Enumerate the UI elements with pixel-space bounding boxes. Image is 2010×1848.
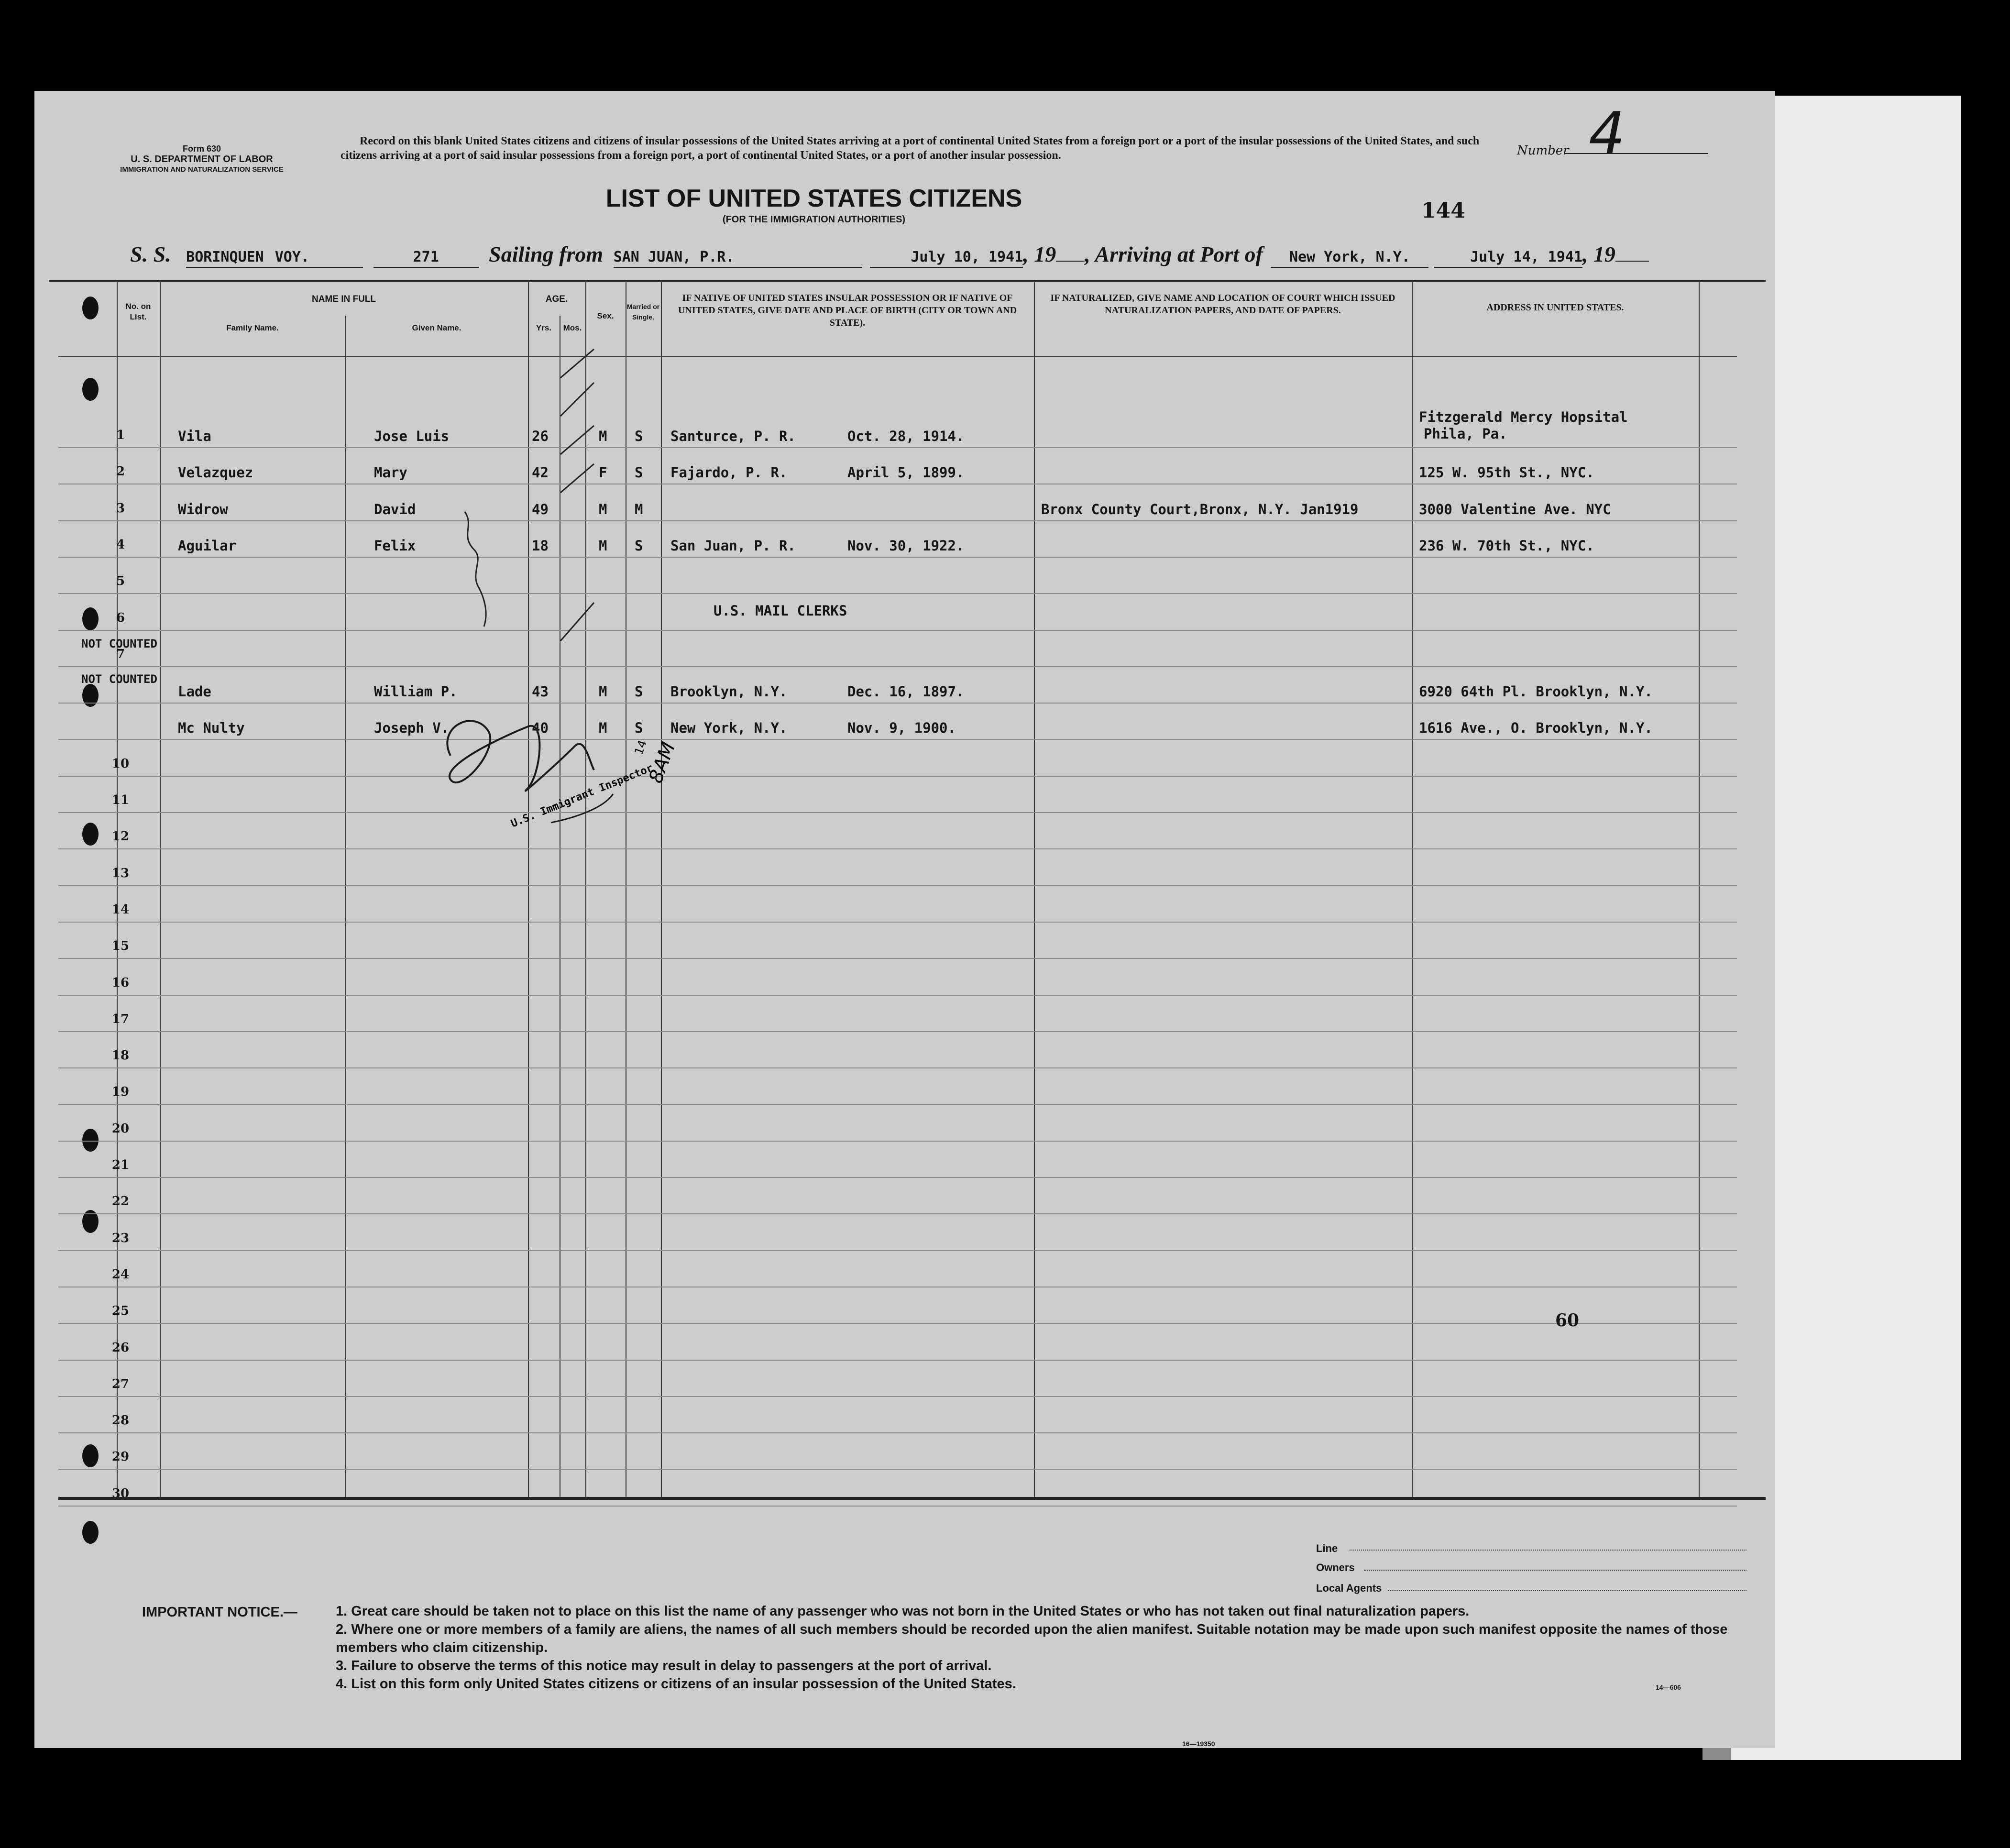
- row-number: 25: [111, 1304, 130, 1318]
- sex-cell: M: [599, 683, 607, 700]
- form-id-block: [77, 143, 326, 175]
- year-label-2: 19: [1593, 242, 1615, 266]
- col-married: Married or Single.: [626, 303, 660, 321]
- row-rule: [58, 995, 1737, 996]
- row-rule: [58, 630, 1737, 631]
- form-code-right: 14—606: [1656, 1683, 1681, 1691]
- row-number: 30: [111, 1486, 130, 1501]
- row-number: 19: [111, 1085, 130, 1099]
- ss-label: S. S.: [130, 242, 171, 266]
- department-name: U. S. DEPARTMENT OF LABOR: [131, 154, 273, 165]
- page-title: LIST OF UNITED STATES CITIZENS: [605, 185, 1022, 212]
- line-field[interactable]: [1350, 1550, 1746, 1551]
- row-number: 15: [111, 939, 130, 953]
- age-years-cell: 40: [532, 720, 549, 736]
- row-rule: [58, 739, 1737, 740]
- row-rule: [58, 520, 1737, 521]
- birth-date-cell: Nov. 30, 1922.: [847, 538, 965, 554]
- row-number: 28: [111, 1413, 130, 1428]
- notice-item-2: 2. Where one or more members of a family are aliens, the names of all such members should be recorded upon the alien manifest. Suitable notation may be made upon such manifest opposite the names of those members who claim citizenship.: [336, 1622, 1728, 1655]
- row-number: 26: [111, 1341, 130, 1355]
- col-age: AGE.: [545, 294, 568, 304]
- inspector-signature-stamp: [431, 698, 699, 856]
- row-number: 29: [111, 1450, 130, 1464]
- table-top-rule: [49, 280, 1766, 282]
- form-number: Form 630: [182, 144, 221, 154]
- row-rule: [58, 1067, 1737, 1068]
- row-rule: [58, 848, 1737, 849]
- address-cell: 125 W. 95th St., NYC.: [1419, 464, 1594, 481]
- row-rule: [58, 1141, 1737, 1142]
- marital-status-cell: S: [635, 720, 643, 736]
- birth-place-cell: Fajardo, P. R.: [670, 464, 788, 481]
- notice-item-1: 1. Great care should be taken not to place on this list the name of any passenger who was not born in the United States or who has not taken out final naturalization papers.: [336, 1604, 1470, 1619]
- local-agents-field[interactable]: [1388, 1590, 1746, 1591]
- col-yrs: Yrs.: [536, 323, 552, 332]
- row-rule: [58, 776, 1737, 777]
- row-number: 24: [111, 1267, 130, 1282]
- voy-label: VOY.: [275, 249, 309, 265]
- local-agents-label: Local Agents: [1316, 1582, 1382, 1594]
- total-count: 60: [1555, 1310, 1580, 1331]
- row-rule: [58, 1506, 1737, 1507]
- given-name-cell: Felix: [374, 538, 416, 554]
- address-cell: 6920 64th Pl. Brooklyn, N.Y.: [1419, 683, 1653, 700]
- sex-cell: M: [599, 428, 607, 444]
- birth-date-cell: Nov. 9, 1900.: [847, 720, 956, 736]
- page-subtitle: (FOR THE IMMIGRATION AUTHORITIES): [722, 214, 906, 225]
- header-rule: [58, 356, 1737, 357]
- address-cell: 3000 Valentine Ave. NYC: [1419, 501, 1611, 517]
- service-name: IMMIGRATION AND NATURALIZATION SERVICE: [120, 165, 284, 174]
- family-name-cell: Widrow: [178, 501, 228, 517]
- row-number: 4: [116, 538, 125, 552]
- list-number: 4: [1589, 100, 1626, 167]
- row-rule: [58, 1104, 1737, 1105]
- col-given-name: Given Name.: [412, 323, 461, 332]
- row-number: 7: [116, 647, 125, 661]
- col-mos: Mos.: [563, 323, 582, 332]
- birth-date-cell: Dec. 16, 1897.: [847, 683, 965, 700]
- stamp-time: 8AM: [645, 739, 680, 786]
- marital-status-cell: M: [635, 501, 643, 517]
- col-sex: Sex.: [597, 311, 614, 320]
- given-name-cell: Joseph V.: [374, 720, 450, 736]
- sex-cell: M: [599, 720, 607, 736]
- given-name-cell: Jose Luis: [374, 428, 450, 444]
- row-rule: [58, 812, 1737, 813]
- voyage-line: S. S. BORINQUEN VOY. 271 Sailing from SAN JUAN, P.R. July 10, 1941, 19 , Arriving at Port of New York, N.Y. July 14, 1941, 19: [130, 242, 1649, 268]
- row-number: 13: [111, 866, 130, 880]
- row-rule: [58, 703, 1737, 704]
- year-label: 19: [1034, 242, 1056, 266]
- row-number: 16: [111, 976, 130, 990]
- inspector-stamp-text: U.S. Immigrant Inspector: [509, 762, 655, 830]
- family-name-cell: Velazquez: [178, 464, 253, 481]
- row-number: 5: [116, 574, 125, 588]
- row-number: 12: [111, 829, 130, 844]
- address-line-2-cell: Phila, Pa.: [1424, 426, 1507, 442]
- birth-date-cell: Oct. 28, 1914.: [847, 428, 965, 444]
- row-rule: [58, 666, 1737, 667]
- family-name-cell: Lade: [178, 683, 211, 700]
- row-rule: [58, 1469, 1737, 1470]
- owners-label: Owners: [1316, 1562, 1355, 1573]
- manifest-page: [34, 91, 1775, 1748]
- given-name-cell: Mary: [374, 464, 407, 481]
- not-counted-note: NOT COUNTED: [81, 672, 157, 686]
- birth-place-cell: Brooklyn, N.Y.: [670, 683, 788, 700]
- age-years-cell: 26: [532, 428, 549, 444]
- col-family-name: Family Name.: [226, 323, 279, 332]
- col-birth: IF NATIVE OF UNITED STATES INSULAR POSSESSION OR IF NATIVE OF UNITED STATES, GIVE DATE AND PLACE OF BIRTH (CITY OR TOWN AND STATE).: [678, 293, 1017, 328]
- owners-field[interactable]: [1364, 1570, 1746, 1571]
- sailing-date: July 10, 1941: [911, 249, 1023, 265]
- row-rule: [58, 958, 1737, 959]
- table-bottom-rule: [58, 1497, 1766, 1500]
- row-number: 2: [116, 464, 125, 479]
- sex-cell: F: [599, 464, 607, 481]
- row-number: 11: [111, 793, 130, 807]
- notice-item-3: 3. Failure to observe the terms of this notice may result in delay to passengers at the port of arrival.: [336, 1658, 992, 1673]
- row-rule: [58, 1432, 1737, 1433]
- age-years-cell: 42: [532, 464, 549, 481]
- arrival-date: July 14, 1941: [1470, 249, 1582, 265]
- row-number: 20: [111, 1122, 130, 1136]
- row-rule: [58, 593, 1737, 594]
- row-number: 22: [111, 1194, 130, 1209]
- birth-place-cell: Santurce, P. R.: [670, 428, 796, 444]
- number-label: Number: [1517, 143, 1569, 158]
- row-number: 17: [111, 1012, 130, 1026]
- ship-name: BORINQUEN: [186, 249, 264, 265]
- stamp-day: 14: [632, 738, 650, 757]
- address-cell: 1616 Ave., O. Brooklyn, N.Y.: [1419, 720, 1653, 736]
- col-no-on-list: No. on List.: [125, 302, 151, 321]
- not-counted-note: NOT COUNTED: [81, 637, 157, 650]
- birth-place-cell: New York, N.Y.: [670, 720, 788, 736]
- arriving-label: Arriving at Port of: [1095, 242, 1263, 266]
- row-rule: [58, 447, 1737, 448]
- birth-place-cell: San Juan, P. R.: [670, 538, 796, 554]
- voyage-number: 271: [413, 249, 439, 265]
- family-name-cell: Aguilar: [178, 538, 237, 554]
- notice-heading: IMPORTANT NOTICE.—: [142, 1605, 297, 1620]
- line-label: Line: [1316, 1542, 1338, 1554]
- marital-status-cell: S: [635, 538, 643, 554]
- age-years-cell: 49: [532, 501, 549, 517]
- marital-status-cell: S: [635, 683, 643, 700]
- row-number: 3: [116, 501, 125, 516]
- birth-date-cell: April 5, 1899.: [847, 464, 965, 481]
- row-number: 1: [116, 428, 125, 442]
- row-number: 6: [116, 611, 125, 625]
- row-rule: [58, 1360, 1737, 1361]
- form-code-bottom: 16—19350: [1182, 1740, 1215, 1748]
- row-rule: [58, 1031, 1737, 1032]
- row-rule: [58, 922, 1737, 923]
- col-naturalized: IF NATURALIZED, GIVE NAME AND LOCATION OF COURT WHICH ISSUED NATURALIZATION PAPERS, AND DATE OF PAPERS.: [1050, 293, 1395, 316]
- row-rule: [58, 557, 1737, 558]
- sex-cell: M: [599, 501, 607, 517]
- sex-cell: M: [599, 538, 607, 554]
- ditto-squiggle: [455, 507, 494, 631]
- col-address: ADDRESS IN UNITED STATES.: [1486, 302, 1624, 313]
- row-rule: [58, 1323, 1737, 1324]
- age-years-cell: 18: [532, 538, 549, 554]
- row-number: 27: [111, 1377, 130, 1391]
- row-rule: [58, 1177, 1737, 1178]
- row-rule: [58, 1213, 1737, 1214]
- given-name-cell: William P.: [374, 683, 458, 700]
- row-rule: [58, 1250, 1737, 1251]
- mail-clerks-note: U.S. MAIL CLERKS: [714, 603, 847, 619]
- record-instructions: Record on this blank United States citizens and citizens of insular possessions of the United States arriving at a port of continental United States from a foreign port or a port of the insular possessions of the United States, and such citizens arriving at a port of said insular possessions from a foreign port, a port of continental United States, or a port of another insular possession.: [340, 135, 1480, 162]
- given-name-cell: David: [374, 501, 416, 517]
- row-rule: [58, 885, 1737, 886]
- row-number: 14: [111, 902, 130, 917]
- family-name-cell: Mc Nulty: [178, 720, 245, 736]
- address-cell: Fitzgerald Mercy Hopsital: [1419, 409, 1628, 425]
- stamped-page-number: 144: [1421, 198, 1465, 223]
- row-number: 10: [111, 757, 130, 771]
- naturalization-cell: Bronx County Court,Bronx, N.Y. Jan1919: [1041, 501, 1359, 517]
- sailing-label: Sailing from: [489, 242, 604, 266]
- marital-status-cell: S: [635, 464, 643, 481]
- number-line: [1565, 153, 1708, 154]
- row-number: 21: [111, 1158, 130, 1172]
- row-number: 18: [111, 1048, 130, 1063]
- sailing-port: SAN JUAN, P.R.: [613, 249, 735, 265]
- arrival-port: New York, N.Y.: [1289, 249, 1410, 265]
- family-name-cell: Vila: [178, 428, 211, 444]
- row-number: 23: [111, 1231, 130, 1245]
- col-name-in-full: NAME IN FULL: [311, 294, 376, 304]
- address-cell: 236 W. 70th St., NYC.: [1419, 538, 1594, 554]
- notice-item-4: 4. List on this form only United States citizens or citizens of an insular possession of the United States.: [336, 1676, 1016, 1692]
- mos-slash-marks: [556, 344, 599, 679]
- age-years-cell: 43: [532, 683, 549, 700]
- marital-status-cell: S: [635, 428, 643, 444]
- row-rule: [58, 1396, 1737, 1397]
